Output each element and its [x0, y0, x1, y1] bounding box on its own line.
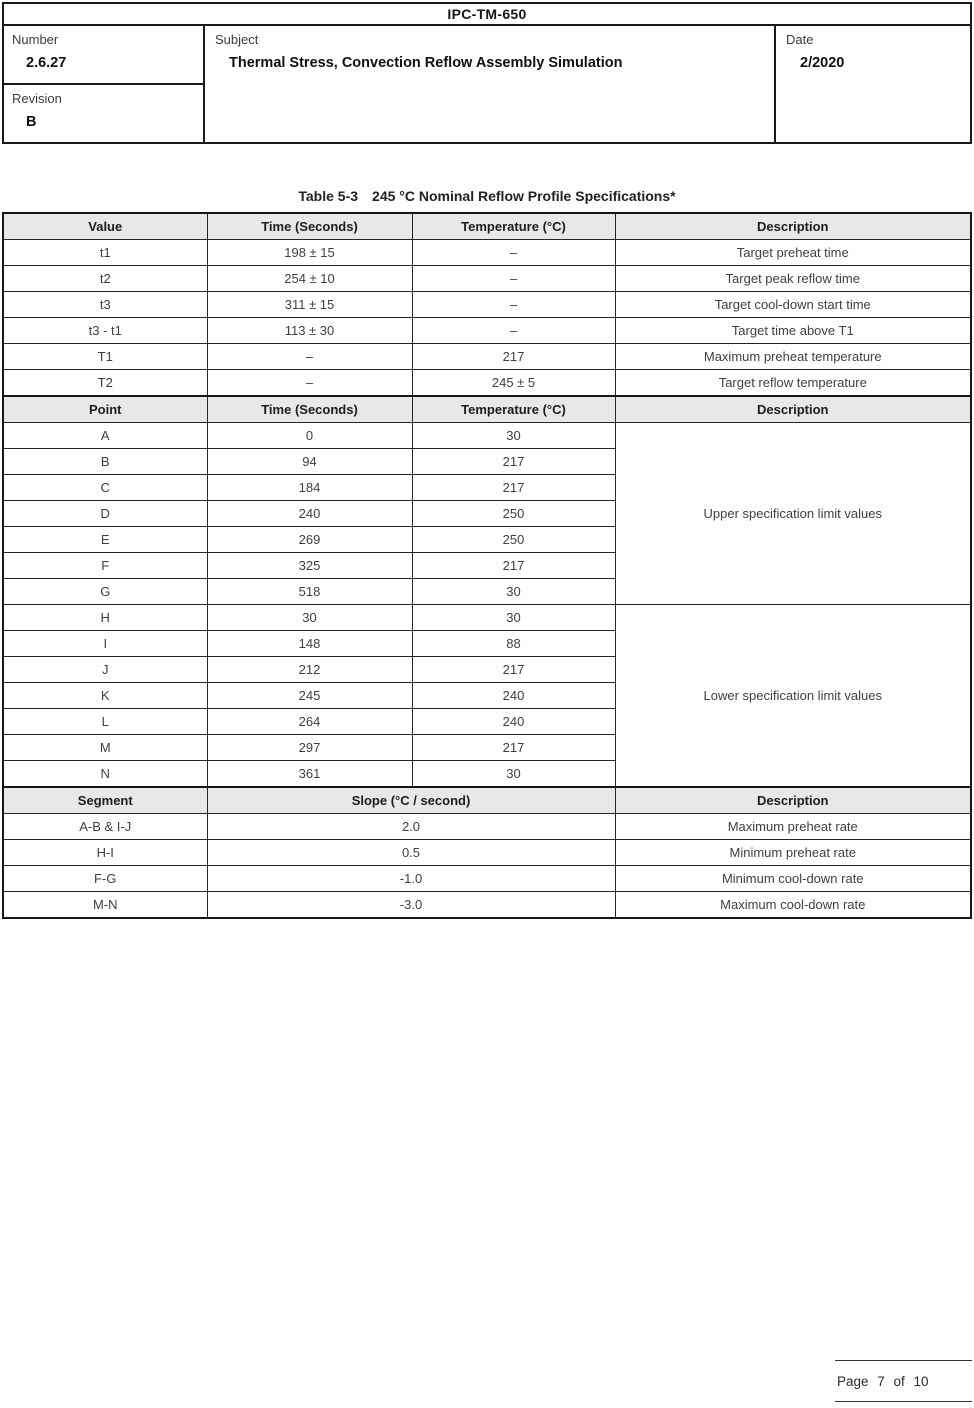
table-cell: 240	[207, 501, 412, 527]
column-header: Time (Seconds)	[207, 396, 412, 423]
table-cell: T1	[3, 344, 207, 370]
subject-label: Subject	[215, 32, 259, 47]
table-cell: M	[3, 735, 207, 761]
table-cell: –	[207, 370, 412, 397]
table-cell: J	[3, 657, 207, 683]
table-cell: 325	[207, 553, 412, 579]
table-cell: M-N	[3, 892, 207, 919]
table-cell: 30	[412, 761, 615, 788]
table-cell: F	[3, 553, 207, 579]
column-header: Temperature (°C)	[412, 213, 615, 240]
table-cell: D	[3, 501, 207, 527]
table-row	[3, 840, 971, 866]
table-cell: -1.0	[207, 866, 615, 892]
table-cell: Target cool-down start time	[615, 292, 971, 318]
table-cell: 311 ± 15	[207, 292, 412, 318]
table-cell: 0.5	[207, 840, 615, 866]
table-cell: K	[3, 683, 207, 709]
table-title	[0, 188, 974, 204]
table-title-number: Table 5-3	[298, 188, 359, 204]
column-header: Value	[3, 213, 207, 240]
table-cell: Target time above T1	[615, 318, 971, 344]
table-cell: 245 ± 5	[412, 370, 615, 397]
table-cell: 0	[207, 423, 412, 449]
table-row	[3, 318, 971, 344]
standard-title: IPC-TM-650	[4, 4, 970, 26]
group-description-cell: Upper specification limit values	[615, 423, 971, 605]
table-cell: F-G	[3, 866, 207, 892]
table-row	[3, 370, 971, 397]
table-cell: 184	[207, 475, 412, 501]
header-grid	[4, 26, 970, 142]
column-header: Description	[615, 787, 971, 814]
table-cell: 297	[207, 735, 412, 761]
table-cell: 245	[207, 683, 412, 709]
column-header: Point	[3, 396, 207, 423]
table-cell: 250	[412, 527, 615, 553]
table-cell: 264	[207, 709, 412, 735]
table-cell: N	[3, 761, 207, 788]
table-row	[3, 240, 971, 266]
table-cell: Maximum preheat rate	[615, 814, 971, 840]
table-cell: 250	[412, 501, 615, 527]
table-cell: 212	[207, 657, 412, 683]
header-left-column	[4, 26, 205, 142]
table-cell: –	[412, 292, 615, 318]
document-header	[2, 2, 972, 144]
table-cell: 269	[207, 527, 412, 553]
revision-label: Revision	[12, 91, 62, 106]
section-header-row	[3, 213, 971, 240]
table-cell: A-B & I-J	[3, 814, 207, 840]
table-cell: T2	[3, 370, 207, 397]
table-cell: t1	[3, 240, 207, 266]
table-cell: 217	[412, 657, 615, 683]
table-cell: –	[412, 318, 615, 344]
table-cell: –	[207, 344, 412, 370]
section-header-row	[3, 787, 971, 814]
table-row	[3, 814, 971, 840]
table-cell: Target peak reflow time	[615, 266, 971, 292]
date-cell	[774, 26, 970, 142]
table-cell: 217	[412, 735, 615, 761]
subject-value: Thermal Stress, Convection Reflow Assembly Simulation	[229, 55, 623, 71]
column-header: Description	[615, 213, 971, 240]
date-value: 2/2020	[800, 55, 845, 71]
number-cell	[4, 26, 203, 85]
page-footer	[835, 1360, 972, 1402]
table-cell: C	[3, 475, 207, 501]
column-header: Time (Seconds)	[207, 213, 412, 240]
table-row	[3, 292, 971, 318]
table-row	[3, 866, 971, 892]
table-cell: 30	[412, 579, 615, 605]
table-cell: –	[412, 240, 615, 266]
table-row	[3, 892, 971, 919]
table-cell: 198 ± 15	[207, 240, 412, 266]
page-number: Page 7 of 10	[837, 1373, 929, 1389]
column-header: Segment	[3, 787, 207, 814]
number-value: 2.6.27	[26, 55, 67, 71]
table-cell: B	[3, 449, 207, 475]
table-cell: 30	[412, 423, 615, 449]
table-cell: G	[3, 579, 207, 605]
table-cell: 217	[412, 553, 615, 579]
table-row	[3, 266, 971, 292]
table-cell: 113 ± 30	[207, 318, 412, 344]
table-cell: Target reflow temperature	[615, 370, 971, 397]
number-label: Number	[12, 32, 59, 47]
table-cell: Minimum cool-down rate	[615, 866, 971, 892]
table-cell: 30	[207, 605, 412, 631]
table-cell: 94	[207, 449, 412, 475]
table-row	[3, 423, 971, 449]
table-title-text: 245 °C Nominal Reflow Profile Specifications*	[372, 188, 676, 204]
table-cell: -3.0	[207, 892, 615, 919]
table-cell: 518	[207, 579, 412, 605]
table-cell: 240	[412, 709, 615, 735]
table-cell: 254 ± 10	[207, 266, 412, 292]
table-cell: 30	[412, 605, 615, 631]
table-row	[3, 605, 971, 631]
table-cell: 88	[412, 631, 615, 657]
table-cell: Target preheat time	[615, 240, 971, 266]
table-cell: t3 - t1	[3, 318, 207, 344]
revision-cell	[4, 85, 203, 142]
table-cell: H	[3, 605, 207, 631]
table-cell: H-I	[3, 840, 207, 866]
table-cell: 217	[412, 475, 615, 501]
table-row	[3, 344, 971, 370]
table-cell: I	[3, 631, 207, 657]
table-cell: L	[3, 709, 207, 735]
table-cell: 148	[207, 631, 412, 657]
table-cell: 240	[412, 683, 615, 709]
table-cell: 2.0	[207, 814, 615, 840]
table-cell: E	[3, 527, 207, 553]
table-cell: A	[3, 423, 207, 449]
date-label: Date	[786, 32, 814, 47]
column-header: Description	[615, 396, 971, 423]
column-header: Slope (°C / second)	[207, 787, 615, 814]
table-cell: Maximum cool-down rate	[615, 892, 971, 919]
column-header: Temperature (°C)	[412, 396, 615, 423]
table-cell: t2	[3, 266, 207, 292]
group-description-cell: Lower specification limit values	[615, 605, 971, 788]
table-cell: Maximum preheat temperature	[615, 344, 971, 370]
table-cell: Minimum preheat rate	[615, 840, 971, 866]
table-cell: 217	[412, 344, 615, 370]
table-cell: t3	[3, 292, 207, 318]
reflow-profile-spec-table	[2, 212, 972, 919]
table-cell: 217	[412, 449, 615, 475]
revision-value: B	[26, 114, 37, 130]
subject-cell	[205, 26, 774, 142]
section-header-row	[3, 396, 971, 423]
table-cell: 361	[207, 761, 412, 788]
table-cell: –	[412, 266, 615, 292]
